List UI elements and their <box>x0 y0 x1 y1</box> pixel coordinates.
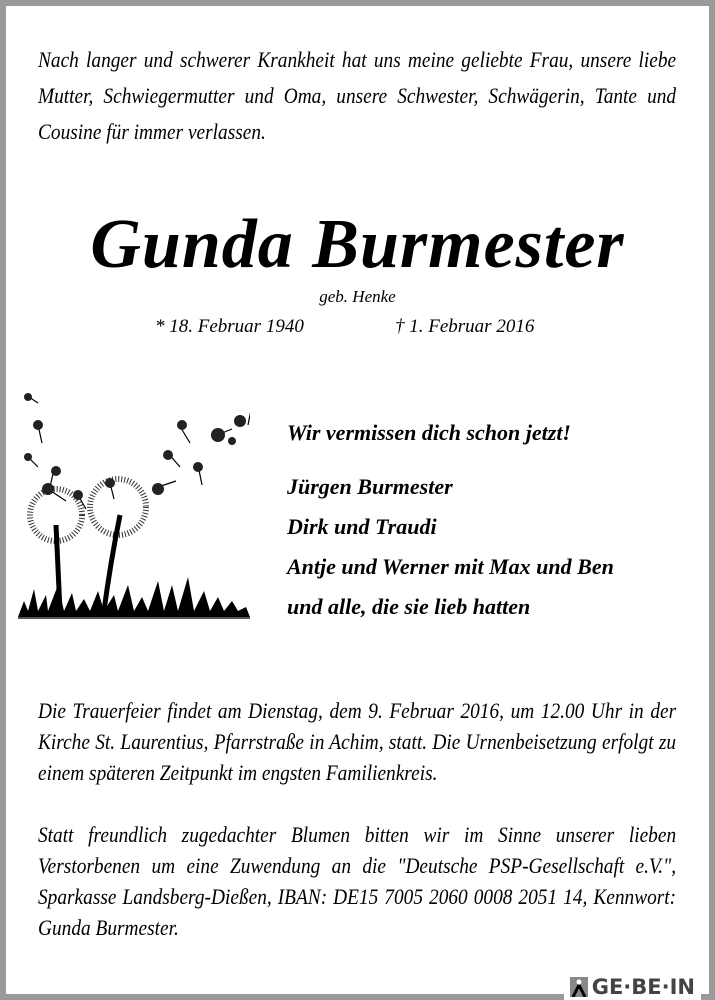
mourner-name: und alle, die sie lieb hatten <box>287 594 531 619</box>
gebein-logo-text: GE·BE·IN <box>591 975 695 999</box>
death-date: † 1. Februar 2016 <box>395 316 535 337</box>
mourner-name: Dirk und Traudi <box>287 514 437 539</box>
dandelion-icon <box>18 385 250 621</box>
mourner-name: Jürgen Burmester <box>287 474 453 499</box>
mourners-motto: Wir vermissen dich schon jetzt! <box>287 420 571 445</box>
gebein-logo <box>564 974 701 1000</box>
birth-date: * 18. Februar 1940 <box>155 316 304 337</box>
donation-paragraph: Statt freundlich zugedachter Blumen bitten wir im Sinne unserer lieben Verstorbenen um eine Zuwendung an die "Deutsche PSP-Gesellschaft e.V.", Sparkasse Landsberg-Dießen, IBAN: DE15 7005 2060 0008 2051 14, Kennwort: Gunda Burmester. <box>38 822 677 940</box>
deceased-name: Gunda Burmester <box>90 206 625 283</box>
gebein-figure-icon <box>570 977 588 997</box>
intro-paragraph: Nach langer und schwerer Krankheit hat uns meine geliebte Frau, unsere liebe Mutter, Schwiegermutter und Oma, unsere Schwester, Schwägerin, Tante und Cousine für immer verlassen. <box>38 47 677 144</box>
mourner-name: Antje und Werner mit Max und Ben <box>287 554 614 579</box>
funeral-paragraph: Die Trauerfeier findet am Dienstag, dem 9. Februar 2016, um 12.00 Uhr in der Kirche St. Laurentius, Pfarrstraße in Achim, statt. Die Urnenbeisetzung erfolgt zu einem späteren Zeitpunkt im engsten Familienkreis. <box>38 698 677 785</box>
maiden-name: geb. Henke <box>319 287 396 306</box>
